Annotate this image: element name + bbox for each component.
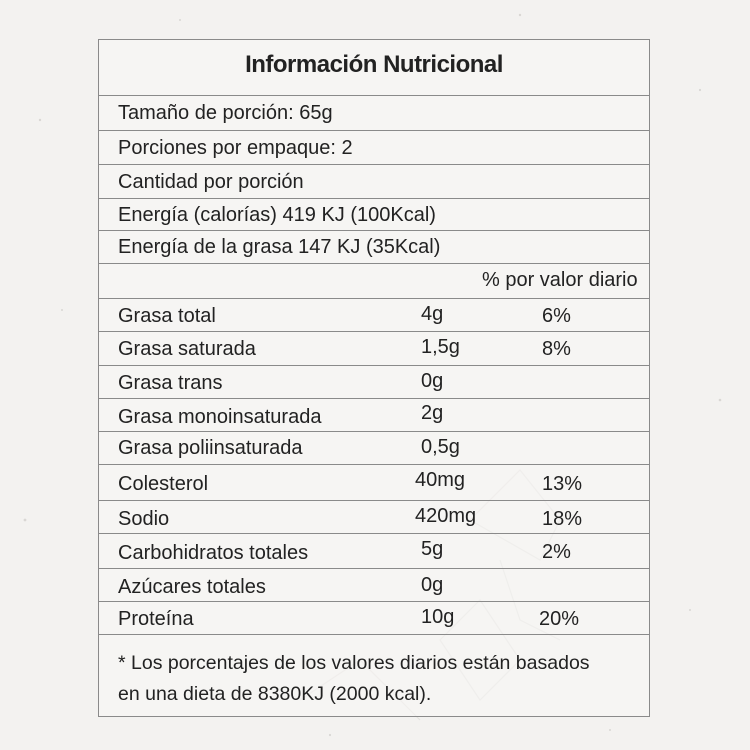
label-title: Información Nutricional <box>245 51 503 78</box>
nutrient-name: Sodio <box>118 508 170 530</box>
serving-size-text: Tamaño de porción: 65g <box>118 102 333 124</box>
nutrient-percent: 18% <box>542 508 583 530</box>
nutrient-row <box>99 399 649 432</box>
nutrient-amount: 1,5g <box>421 336 460 358</box>
nutrient-row <box>99 332 649 366</box>
daily-value-header: % por valor diario <box>482 269 638 291</box>
nutrient-percent: 2% <box>542 541 571 563</box>
nutrient-row <box>99 501 649 534</box>
nutrient-name: Grasa poliinsaturada <box>118 437 303 459</box>
nutrient-amount: 0g <box>421 574 444 596</box>
nutrient-name: Grasa trans <box>118 372 223 394</box>
nutrient-name: Grasa total <box>118 305 216 327</box>
energy-from-fat-text: Energía de la grasa 147 KJ (35Kcal) <box>118 236 441 258</box>
nutrient-name: Carbohidratos totales <box>118 542 309 564</box>
nutrition-facts-label <box>98 39 650 717</box>
nutrient-name: Proteína <box>118 608 194 630</box>
nutrient-name: Azúcares totales <box>118 576 266 598</box>
daily-value-header-row <box>99 264 649 299</box>
nutrient-amount: 40mg <box>415 469 466 491</box>
nutrient-row <box>99 465 649 501</box>
servings-per-package-row <box>99 131 649 165</box>
nutrient-amount: 0,5g <box>421 436 460 458</box>
servings-per-package-text: Porciones por empaque: 2 <box>118 137 353 159</box>
amount-per-serving-row <box>99 165 649 199</box>
nutrient-amount: 420mg <box>415 505 477 527</box>
serving-size-row <box>99 96 649 131</box>
nutrient-name: Colesterol <box>118 473 209 495</box>
nutrient-row <box>99 569 649 602</box>
nutrient-percent: 20% <box>539 608 580 630</box>
nutrient-row <box>99 432 649 465</box>
energy-text: Energía (calorías) 419 KJ (100Kcal) <box>118 204 436 226</box>
nutrient-row <box>99 534 649 569</box>
nutrient-percent: 13% <box>542 473 583 495</box>
nutrient-amount: 2g <box>421 402 444 424</box>
nutrient-amount: 5g <box>421 538 444 560</box>
title-row <box>99 40 649 96</box>
nutrient-name: Grasa saturada <box>118 338 256 360</box>
energy-from-fat-row <box>99 231 649 264</box>
footnote-line-1: * Los porcentajes de los valores diarios están basados <box>118 652 590 674</box>
nutrient-amount: 10g <box>421 606 455 628</box>
footnote <box>118 648 638 710</box>
nutrient-percent: 8% <box>542 338 571 360</box>
nutrient-row <box>99 299 649 332</box>
nutrient-percent: 6% <box>542 305 571 327</box>
nutrient-row <box>99 366 649 399</box>
nutrient-amount: 0g <box>421 370 444 392</box>
footnote-line-2: en una dieta de 8380KJ (2000 kcal). <box>118 683 432 705</box>
nutrient-amount: 4g <box>421 303 444 325</box>
energy-row <box>99 199 649 231</box>
amount-per-serving-text: Cantidad por porción <box>118 171 304 193</box>
nutrient-name: Grasa monoinsaturada <box>118 406 322 428</box>
nutrient-row <box>99 602 649 635</box>
